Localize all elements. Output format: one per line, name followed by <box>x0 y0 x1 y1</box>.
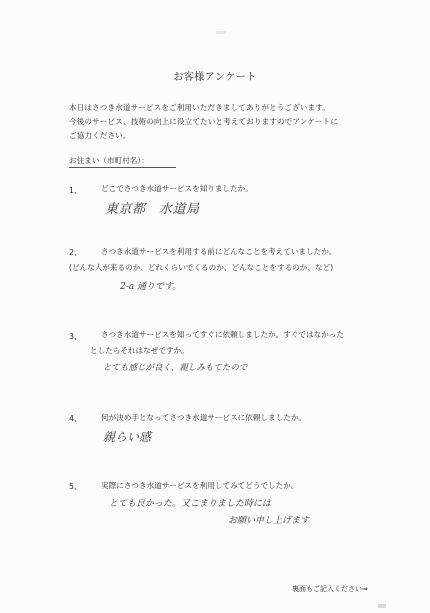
question-text <box>101 245 336 259</box>
question-number: 2、 <box>69 248 82 257</box>
handwritten-answer: 親らい感 <box>103 430 152 444</box>
handwritten-answer: 東京都 水道局 <box>105 202 200 217</box>
question-line: どこでさつき水道サービスを知りましたか。 <box>101 184 253 193</box>
question-number: 4、 <box>69 414 82 423</box>
handwritten-answer: 2-a 通りです。 <box>120 282 182 292</box>
question-number: 3、 <box>69 332 82 341</box>
question-text <box>101 479 298 493</box>
intro-text <box>69 101 389 143</box>
page-title: お客様アンケート <box>173 72 257 83</box>
address-field[interactable] <box>69 167 176 168</box>
question-number: 5、 <box>69 482 82 491</box>
intro-line: 今後のサービス、技術の向上に役立てたいと考えておりますのでアンケートに <box>69 117 339 126</box>
question-text-continued <box>90 344 189 358</box>
address-label: お住まい（市町村名）： <box>69 156 149 165</box>
question-line: 何が決め手となってさつき水道サービスに依頼しましたか。 <box>101 413 307 422</box>
scan-smudge <box>378 604 386 608</box>
question-line: さつき水道サービスを知ってすぐに依頼しましたか。すぐではなかった <box>101 330 344 339</box>
question-line: 実際にさつき水道サービスを利用してみてどうでしたか。 <box>101 481 299 490</box>
question-text <box>101 328 344 342</box>
question-text <box>101 411 306 425</box>
scan-smudge <box>216 31 226 34</box>
handwritten-answer: お願い申し上げます <box>228 516 310 526</box>
question-line: さつき水道サービスを利用する前にどんなことを考えていましたか。 <box>101 247 337 256</box>
question-line: (どんな人が来るのか、どれくらいでくるのか、どんなことをするのか、など) <box>69 263 334 272</box>
handwritten-answer: とても感じが良く、親しみもてたので <box>103 363 248 373</box>
footer-note: 裏面もご記入ください⇒ <box>292 585 368 593</box>
question-text-continued <box>69 261 333 275</box>
question-number: 1、 <box>69 186 82 195</box>
intro-line: ご協力ください。 <box>69 131 131 140</box>
question-line: としたらそれはなぜですか。 <box>90 346 189 355</box>
question-text <box>101 182 253 196</box>
handwritten-answer: とても良かった。又こまりました時には <box>109 499 272 509</box>
intro-line: 本日はさつき水道サービスをご利用いただきましてありがとうございます。 <box>69 103 330 112</box>
